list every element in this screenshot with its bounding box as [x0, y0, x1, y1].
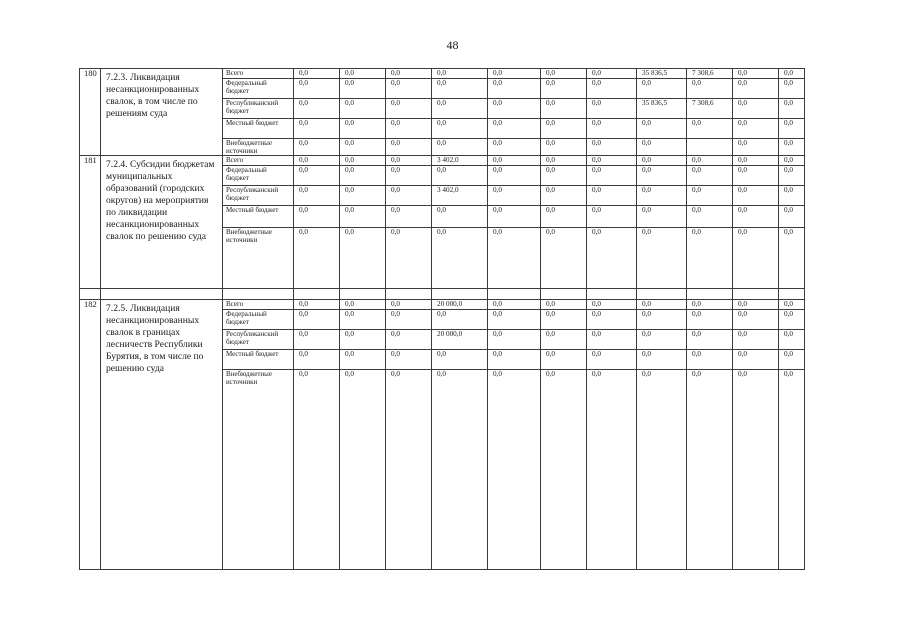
value-cell: 0,0 [541, 310, 587, 330]
funding-source: Федеральный бюджет [223, 79, 294, 99]
value-cell: 0,0 [587, 69, 637, 79]
value-cell: 0,0 [541, 119, 587, 139]
value-cell: 0,0 [488, 99, 541, 119]
funding-source: Местный бюджет [223, 350, 294, 370]
measure-title: 7.2.4. Субсидии бюджетам муниципальных образований (городских округов) на мероприятия по ликвидации несанкционированных свалок по решению суда [101, 156, 223, 289]
empty-cell [432, 289, 488, 300]
value-cell: 0,0 [687, 206, 733, 228]
value-cell: 0,0 [587, 119, 637, 139]
value-cell: 0,0 [488, 310, 541, 330]
row-number: 180 [80, 69, 101, 156]
value-cell: 0,0 [541, 69, 587, 79]
value-cell: 0,0 [587, 139, 637, 156]
value-cell: 0,0 [488, 156, 541, 166]
value-cell: 0,0 [733, 330, 779, 350]
value-cell: 20 000,0 [432, 330, 488, 350]
value-cell: 0,0 [488, 228, 541, 289]
value-cell: 0,0 [637, 139, 687, 156]
value-cell: 7 308,6 [687, 69, 733, 79]
value-cell: 0,0 [733, 300, 779, 310]
value-cell: 0,0 [733, 79, 779, 99]
value-cell: 0,0 [541, 139, 587, 156]
value-cell: 0,0 [733, 310, 779, 330]
value-cell: 0,0 [386, 69, 432, 79]
value-cell: 35 836,5 [637, 99, 687, 119]
value-cell: 0,0 [733, 99, 779, 119]
value-cell: 0,0 [733, 119, 779, 139]
funding-source: Внебюджетные источники [223, 228, 294, 289]
value-cell: 0,0 [488, 186, 541, 206]
value-cell: 0,0 [587, 79, 637, 99]
value-cell: 0,0 [340, 69, 386, 79]
value-cell: 0,0 [294, 186, 340, 206]
value-cell: 0,0 [386, 166, 432, 186]
value-cell: 0,0 [386, 206, 432, 228]
value-cell: 0,0 [587, 370, 637, 570]
value-cell: 0,0 [432, 206, 488, 228]
value-cell: 0,0 [294, 310, 340, 330]
value-cell: 0,0 [779, 119, 805, 139]
value-cell: 0,0 [637, 166, 687, 186]
value-cell: 0,0 [386, 310, 432, 330]
funding-source: Местный бюджет [223, 206, 294, 228]
value-cell: 0,0 [587, 166, 637, 186]
value-cell: 0,0 [637, 228, 687, 289]
funding-source: Местный бюджет [223, 119, 294, 139]
value-cell: 0,0 [779, 206, 805, 228]
value-cell: 0,0 [779, 69, 805, 79]
value-cell: 0,0 [541, 99, 587, 119]
empty-cell [687, 289, 733, 300]
value-cell: 0,0 [294, 156, 340, 166]
row-number: 182 [80, 300, 101, 570]
value-cell: 0,0 [541, 330, 587, 350]
value-cell: 0,0 [340, 330, 386, 350]
value-cell: 3 402,0 [432, 156, 488, 166]
empty-cell [488, 289, 541, 300]
table-row [80, 300, 805, 310]
value-cell [687, 139, 733, 156]
value-cell: 0,0 [587, 310, 637, 330]
value-cell: 0,0 [587, 186, 637, 206]
value-cell: 3 402,0 [432, 186, 488, 206]
empty-cell [733, 289, 779, 300]
funding-source: Федеральный бюджет [223, 166, 294, 186]
spacer-row [80, 289, 805, 300]
value-cell: 0,0 [637, 156, 687, 166]
value-cell: 0,0 [386, 350, 432, 370]
value-cell: 0,0 [432, 119, 488, 139]
value-cell: 0,0 [432, 350, 488, 370]
value-cell: 0,0 [488, 370, 541, 570]
value-cell: 0,0 [687, 300, 733, 310]
value-cell: 0,0 [340, 350, 386, 370]
funding-source: Республиканский бюджет [223, 330, 294, 350]
value-cell: 0,0 [733, 186, 779, 206]
value-cell: 0,0 [432, 99, 488, 119]
value-cell: 0,0 [779, 370, 805, 570]
value-cell: 0,0 [541, 350, 587, 370]
measure-title: 7.2.3. Ликвидация несанкционированных свалок, в том числе по решениям суда [101, 69, 223, 156]
value-cell: 0,0 [340, 99, 386, 119]
value-cell: 0,0 [432, 228, 488, 289]
value-cell: 0,0 [488, 166, 541, 186]
value-cell: 0,0 [340, 228, 386, 289]
funding-source: Республиканский бюджет [223, 99, 294, 119]
empty-cell [637, 289, 687, 300]
value-cell: 0,0 [587, 206, 637, 228]
value-cell: 0,0 [587, 300, 637, 310]
value-cell: 0,0 [294, 350, 340, 370]
value-cell: 0,0 [733, 69, 779, 79]
value-cell: 0,0 [637, 186, 687, 206]
funding-source: Федеральный бюджет [223, 310, 294, 330]
value-cell: 0,0 [386, 300, 432, 310]
value-cell: 0,0 [386, 228, 432, 289]
value-cell: 0,0 [733, 156, 779, 166]
empty-cell [386, 289, 432, 300]
value-cell: 0,0 [488, 69, 541, 79]
value-cell: 0,0 [386, 99, 432, 119]
value-cell: 0,0 [541, 166, 587, 186]
value-cell: 0,0 [779, 79, 805, 99]
value-cell: 0,0 [432, 79, 488, 99]
value-cell: 0,0 [687, 310, 733, 330]
value-cell: 0,0 [386, 370, 432, 570]
value-cell: 0,0 [733, 166, 779, 186]
value-cell: 0,0 [541, 370, 587, 570]
value-cell: 0,0 [432, 370, 488, 570]
value-cell: 0,0 [488, 300, 541, 310]
value-cell: 0,0 [294, 119, 340, 139]
table-body [80, 69, 805, 570]
value-cell: 0,0 [294, 99, 340, 119]
value-cell: 0,0 [637, 119, 687, 139]
value-cell: 0,0 [432, 310, 488, 330]
value-cell: 0,0 [294, 79, 340, 99]
value-cell: 0,0 [432, 166, 488, 186]
empty-cell [340, 289, 386, 300]
value-cell: 0,0 [687, 79, 733, 99]
value-cell: 0,0 [637, 330, 687, 350]
value-cell: 0,0 [687, 156, 733, 166]
value-cell: 0,0 [733, 228, 779, 289]
value-cell: 0,0 [340, 310, 386, 330]
row-number: 181 [80, 156, 101, 289]
value-cell: 0,0 [733, 139, 779, 156]
empty-cell [779, 289, 805, 300]
value-cell: 0,0 [637, 300, 687, 310]
value-cell: 0,0 [687, 330, 733, 350]
value-cell: 0,0 [488, 139, 541, 156]
value-cell: 0,0 [294, 300, 340, 310]
value-cell: 0,0 [340, 206, 386, 228]
value-cell: 0,0 [386, 119, 432, 139]
value-cell: 0,0 [294, 330, 340, 350]
value-cell: 0,0 [294, 166, 340, 186]
value-cell: 20 000,0 [432, 300, 488, 310]
value-cell: 0,0 [637, 79, 687, 99]
value-cell: 0,0 [340, 370, 386, 570]
value-cell: 0,0 [340, 119, 386, 139]
value-cell: 0,0 [340, 166, 386, 186]
value-cell: 0,0 [340, 139, 386, 156]
value-cell: 0,0 [488, 79, 541, 99]
value-cell: 0,0 [587, 99, 637, 119]
value-cell: 0,0 [541, 186, 587, 206]
value-cell: 0,0 [687, 350, 733, 370]
empty-cell [101, 289, 223, 300]
page-number: 48 [446, 38, 459, 52]
value-cell: 0,0 [294, 139, 340, 156]
empty-cell [587, 289, 637, 300]
value-cell: 0,0 [386, 330, 432, 350]
value-cell: 0,0 [541, 79, 587, 99]
value-cell: 0,0 [637, 310, 687, 330]
value-cell: 7 308,6 [687, 99, 733, 119]
value-cell: 0,0 [340, 156, 386, 166]
value-cell: 0,0 [587, 350, 637, 370]
funding-source: Всего [223, 300, 294, 310]
value-cell: 0,0 [386, 79, 432, 99]
empty-cell [223, 289, 294, 300]
value-cell: 0,0 [488, 119, 541, 139]
value-cell: 0,0 [779, 330, 805, 350]
value-cell: 0,0 [637, 206, 687, 228]
value-cell: 0,0 [541, 300, 587, 310]
funding-source: Всего [223, 156, 294, 166]
value-cell: 0,0 [294, 370, 340, 570]
value-cell: 0,0 [386, 156, 432, 166]
value-cell: 0,0 [637, 370, 687, 570]
value-cell: 0,0 [488, 206, 541, 228]
value-cell: 0,0 [340, 79, 386, 99]
value-cell: 0,0 [541, 206, 587, 228]
value-cell: 0,0 [733, 370, 779, 570]
empty-cell [80, 289, 101, 300]
empty-cell [541, 289, 587, 300]
value-cell: 35 836,5 [637, 69, 687, 79]
funding-source: Республиканский бюджет [223, 186, 294, 206]
value-cell: 0,0 [779, 350, 805, 370]
table-row [80, 69, 805, 79]
value-cell: 0,0 [294, 228, 340, 289]
value-cell: 0,0 [779, 99, 805, 119]
value-cell: 0,0 [386, 186, 432, 206]
budget-table [79, 68, 805, 570]
value-cell: 0,0 [340, 186, 386, 206]
value-cell: 0,0 [779, 228, 805, 289]
value-cell: 0,0 [488, 330, 541, 350]
value-cell: 0,0 [340, 300, 386, 310]
table-row [80, 156, 805, 166]
value-cell: 0,0 [687, 119, 733, 139]
value-cell: 0,0 [687, 166, 733, 186]
value-cell: 0,0 [779, 166, 805, 186]
value-cell: 0,0 [733, 350, 779, 370]
empty-cell [294, 289, 340, 300]
value-cell: 0,0 [541, 156, 587, 166]
funding-source: Всего [223, 69, 294, 79]
value-cell: 0,0 [294, 206, 340, 228]
value-cell: 0,0 [687, 186, 733, 206]
value-cell: 0,0 [779, 156, 805, 166]
measure-title: 7.2.5. Ликвидация несанкционированных свалок в границах лесничеств Республики Бурятия, в том числе по решению суда [101, 300, 223, 570]
value-cell: 0,0 [294, 69, 340, 79]
value-cell: 0,0 [432, 139, 488, 156]
value-cell: 0,0 [488, 350, 541, 370]
value-cell: 0,0 [779, 139, 805, 156]
funding-source: Внебюджетные источники [223, 370, 294, 570]
value-cell: 0,0 [779, 300, 805, 310]
value-cell: 0,0 [733, 206, 779, 228]
value-cell: 0,0 [541, 228, 587, 289]
value-cell: 0,0 [587, 156, 637, 166]
value-cell: 0,0 [432, 69, 488, 79]
value-cell: 0,0 [779, 186, 805, 206]
value-cell: 0,0 [687, 370, 733, 570]
value-cell: 0,0 [637, 350, 687, 370]
value-cell: 0,0 [687, 228, 733, 289]
value-cell: 0,0 [779, 310, 805, 330]
value-cell: 0,0 [386, 139, 432, 156]
value-cell: 0,0 [587, 228, 637, 289]
value-cell: 0,0 [587, 330, 637, 350]
funding-source: Внебюджетные источники [223, 139, 294, 156]
